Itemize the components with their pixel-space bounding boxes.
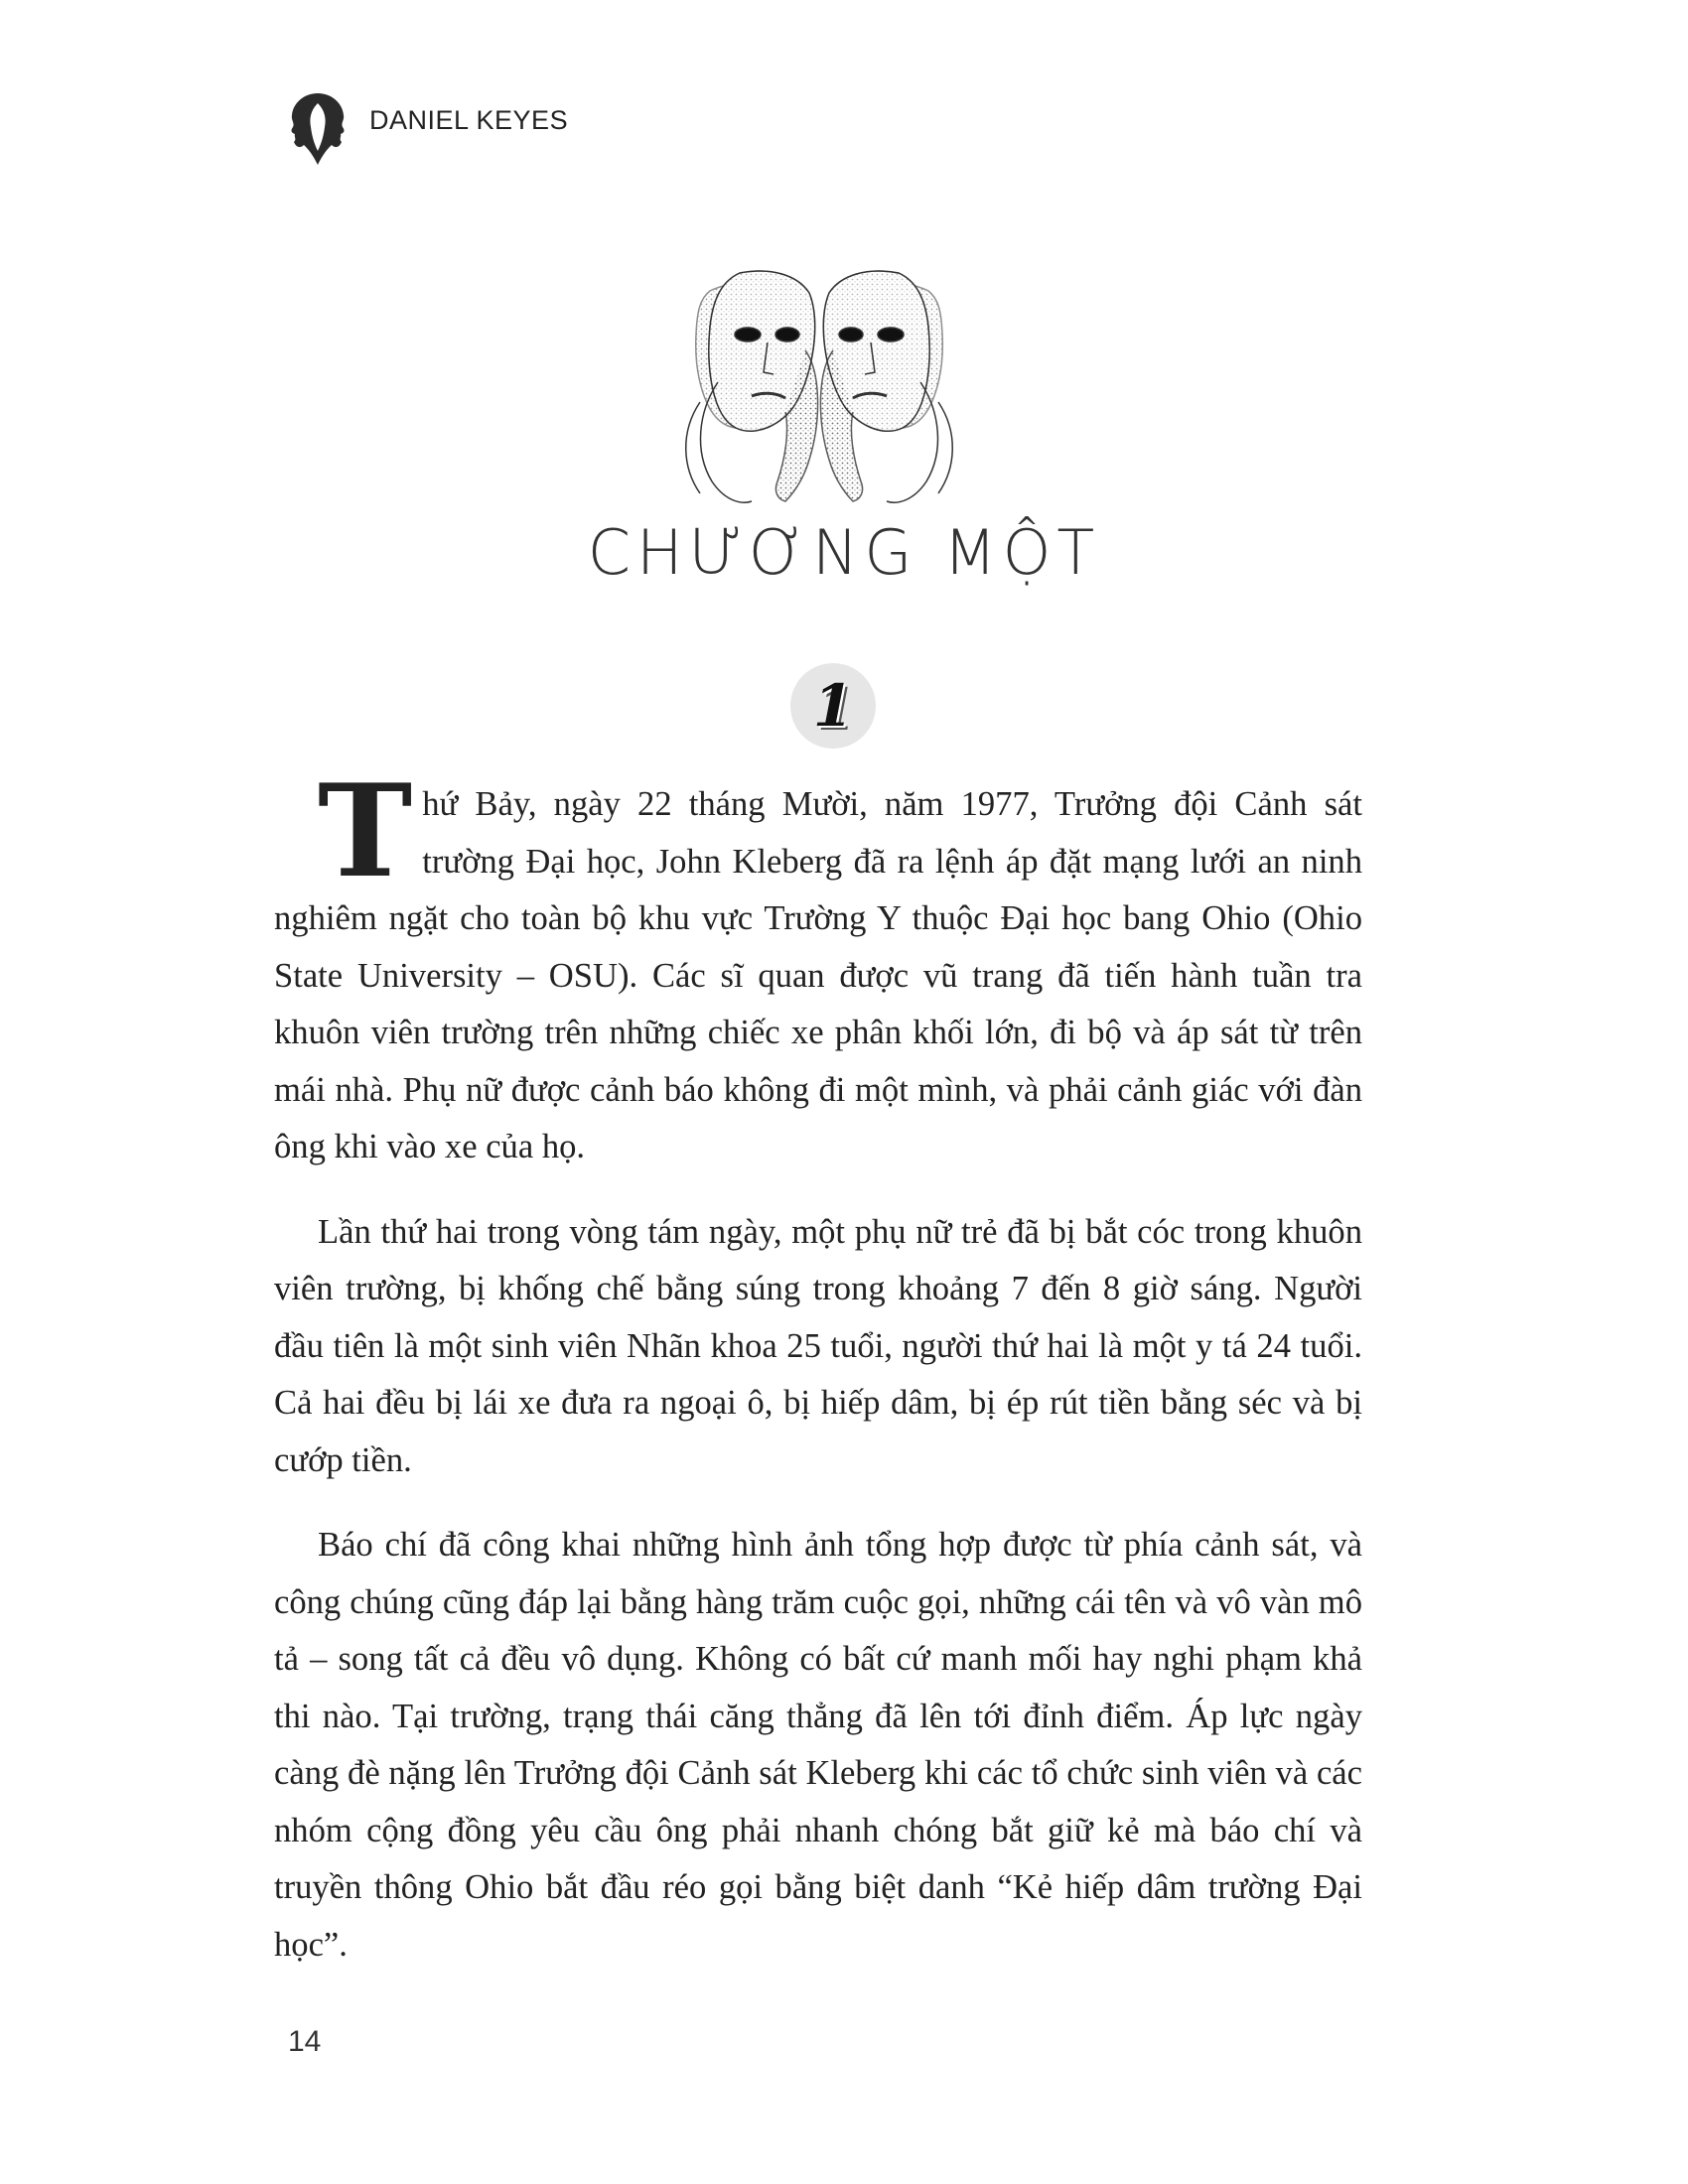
chapter-title: CHƯƠNG MỘT bbox=[587, 516, 1101, 589]
drop-cap: T bbox=[318, 757, 413, 906]
author-name: DANIEL KEYES bbox=[369, 105, 569, 135]
section-number-badge bbox=[790, 663, 876, 749]
two-faces-silhouette-icon bbox=[278, 87, 357, 167]
body-text bbox=[274, 757, 1362, 2001]
paragraph-text: hứ Bảy, ngày 22 tháng Mười, năm 1977, Trưởng đội Cảnh sát trường Đại học, John Kleberg đã ra lệnh áp đặt mạng lưới an ninh nghiêm ngặt cho toàn bộ khu vực Trường Y thuộc Đại học bang Ohio (Ohio State University – OSU). Các sĩ quan được vũ trang đã tiến hành tuần tra khuôn viên trường trên những chiếc xe phân khối lớn, đi bộ và áp sát từ trên mái nhà. Phụ nữ được cảnh báo không đi một mình, và phải cảnh giác với đàn ông khi vào xe của họ. bbox=[274, 785, 1362, 1165]
theatre-masks-in-hands-icon bbox=[601, 263, 1038, 511]
paragraph bbox=[274, 757, 1362, 1176]
running-header bbox=[278, 87, 675, 167]
section-number: 1 bbox=[812, 672, 854, 740]
paragraph: Báo chí đã công khai những hình ảnh tổng hợp được từ phía cảnh sát, và công chúng cũng đáp lại bằng hàng trăm cuộc gọi, những cái tên và vô vàn mô tả – song tất cả đều vô dụng. Không có bất cứ manh mối hay nghi phạm khả thi nào. Tại trường, trạng thái căng thẳng đã lên tới đỉnh điểm. Áp lực ngày càng đè nặng lên Trưởng đội Cảnh sát Kleberg khi các tổ chức sinh viên và các nhóm cộng đồng yêu cầu ông phải nhanh chóng bắt giữ kẻ mà báo chí và truyền thông Ohio bắt đầu réo gọi bằng biệt danh “Kẻ hiếp dâm trường Đại học”. bbox=[274, 1526, 1362, 1964]
page-number: 14 bbox=[288, 2025, 322, 2058]
paragraph: Lần thứ hai trong vòng tám ngày, một phụ nữ trẻ đã bị bắt cóc trong khuôn viên trường, bị khống chế bằng súng trong khoảng 7 đến 8 giờ sáng. Người đầu tiên là một sinh viên Nhãn khoa 25 tuổi, người thứ hai là một y tá 24 tuổi. Cả hai đều bị lái xe đưa ra ngoại ô, bị hiếp dâm, bị ép rút tiền bằng séc và bị cướp tiền. bbox=[274, 1212, 1362, 1479]
